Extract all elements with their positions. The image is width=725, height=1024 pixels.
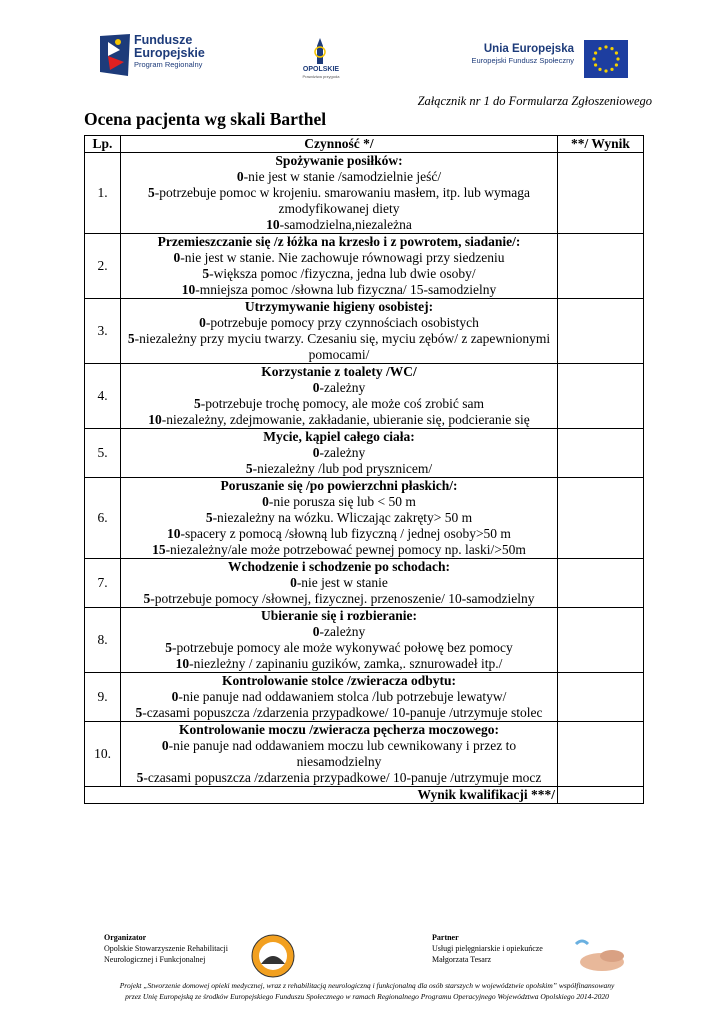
summary-label: Wynik kwalifikacji ***/ bbox=[121, 787, 558, 804]
score-description: -nie panuje nad oddawaniem stolca /lub potrzebuje lewatyw/ bbox=[178, 689, 507, 704]
score-value: 5 bbox=[202, 266, 210, 281]
score-description: -potrzebuje pomoc w krojeniu. smarowaniu masłem, itp. lub wymaga zmodyfikowanej diety bbox=[154, 185, 531, 216]
summary-result-cell[interactable] bbox=[558, 787, 644, 804]
table-row bbox=[85, 429, 644, 478]
barthel-table bbox=[84, 135, 644, 804]
activity-heading: Utrzymywanie higieny osobistej: bbox=[244, 299, 434, 314]
organizer-line-1: Opolskie Stowarzyszenie Rehabilitacji bbox=[104, 944, 228, 953]
table-row bbox=[85, 234, 644, 299]
score-description: -czasami popuszcza /zdarzenia przypadkowe/ 10-panuje /utrzymuje mocz bbox=[143, 770, 542, 785]
row-number: 9. bbox=[85, 673, 121, 722]
score-value: 10 bbox=[175, 656, 190, 671]
footer bbox=[104, 932, 644, 972]
score-value: 5 bbox=[136, 770, 144, 785]
score-description: -nie panuje nad oddawaniem moczu lub cewnikowany i przez to niesamodzielny bbox=[168, 738, 517, 769]
fe-flag-icon bbox=[98, 32, 132, 78]
row-number: 3. bbox=[85, 299, 121, 364]
score-value: 0 bbox=[312, 624, 320, 639]
project-note bbox=[78, 980, 656, 1002]
table-row bbox=[85, 364, 644, 429]
header-result: **/ Wynik bbox=[558, 136, 644, 153]
score-option bbox=[123, 266, 555, 282]
row-number: 7. bbox=[85, 559, 121, 608]
score-option bbox=[123, 445, 555, 461]
table-row bbox=[85, 608, 644, 673]
opolskie-subtitle: Prawdziwa przygoda bbox=[302, 74, 340, 79]
ue-line-2: Europejski Fundusz Społeczny bbox=[471, 56, 574, 65]
row-number: 4. bbox=[85, 364, 121, 429]
score-description: -nie jest w stanie bbox=[296, 575, 388, 590]
annex-label: Załącznik nr 1 do Formularza Zgłoszeniowego bbox=[417, 94, 652, 108]
score-value: 5 bbox=[245, 461, 253, 476]
score-value: 5 bbox=[193, 396, 201, 411]
score-description: -spacery z pomocą /słowną lub fizyczną / jednej osoby>50 m bbox=[180, 526, 511, 541]
score-option bbox=[123, 396, 555, 412]
row-number: 2. bbox=[85, 234, 121, 299]
organizer-block bbox=[104, 932, 254, 965]
score-option bbox=[123, 526, 555, 542]
row-number: 1. bbox=[85, 153, 121, 234]
score-value: 10 bbox=[181, 282, 196, 297]
activity-cell bbox=[121, 478, 558, 559]
score-description: -większa pomoc /fizyczna, jedna lub dwie osoby/ bbox=[209, 266, 476, 281]
activity-cell bbox=[121, 153, 558, 234]
activity-cell bbox=[121, 673, 558, 722]
result-cell[interactable] bbox=[558, 559, 644, 608]
score-value: 5 bbox=[147, 185, 155, 200]
score-description: -nie jest w stanie. Nie zachowuje równowagi przy siedzeniu bbox=[180, 250, 505, 265]
score-option bbox=[123, 217, 555, 233]
score-value: 0 bbox=[171, 689, 179, 704]
score-value: 0 bbox=[290, 575, 297, 590]
score-value: 0 bbox=[312, 445, 320, 460]
row-number: 10. bbox=[85, 722, 121, 787]
score-option bbox=[123, 510, 555, 526]
page-title: Ocena pacjenta wg skali Barthel bbox=[84, 109, 327, 129]
score-value: 15 bbox=[152, 542, 166, 557]
score-option bbox=[123, 624, 555, 640]
score-description: -niezależny/ale może potrzebować pewnej pomocy np. laski/>50m bbox=[165, 542, 526, 557]
activity-cell bbox=[121, 608, 558, 673]
score-option bbox=[123, 542, 555, 558]
partner-block bbox=[432, 932, 572, 965]
activity-cell bbox=[121, 429, 558, 478]
opolskie-tower-icon bbox=[309, 38, 331, 66]
table-row bbox=[85, 478, 644, 559]
score-option bbox=[123, 656, 555, 672]
result-cell[interactable] bbox=[558, 608, 644, 673]
organizer-seal-icon bbox=[251, 934, 295, 978]
score-option bbox=[123, 185, 555, 217]
score-description: -niezależny przy myciu twarzy. Czesaniu się, myciu zębów/ z zapewnionymi pomocami/ bbox=[134, 331, 551, 362]
result-cell[interactable] bbox=[558, 153, 644, 234]
score-description: -potrzebuje pomocy ale może wykonywać połowę bez pomocy bbox=[171, 640, 513, 655]
score-description: -samodzielna,niezależna bbox=[279, 217, 412, 232]
partner-line-1: Usługi pielęgniarskie i opiekuńcze bbox=[432, 944, 543, 953]
ue-line-1: Unia Europejska bbox=[483, 43, 574, 55]
score-description: -nie jest w stanie /samodzielnie jeść/ bbox=[243, 169, 442, 184]
score-value: 10 bbox=[148, 412, 162, 427]
score-value: 5 bbox=[143, 591, 151, 606]
activity-cell bbox=[121, 299, 558, 364]
partner-line-2: Małgorzata Tesarz bbox=[432, 955, 492, 964]
score-option bbox=[123, 494, 555, 510]
activity-cell bbox=[121, 722, 558, 787]
project-line-2: przez Unię Europejską ze środków Europejskiego Funduszu Społecznego w ramach Regionalnego Programu Operacyjnego Województwa Opolskiego 2014-2020 bbox=[125, 992, 609, 1001]
activity-heading: Ubieranie się i rozbieranie: bbox=[260, 608, 418, 623]
score-description: -potrzebuje pomocy przy czynnościach osobistych bbox=[205, 315, 479, 330]
activity-cell bbox=[121, 364, 558, 429]
opolskie-logo bbox=[296, 38, 344, 82]
activity-heading: Wchodzenie i schodzenie po schodach: bbox=[227, 559, 450, 574]
table-row bbox=[85, 722, 644, 787]
score-option bbox=[123, 315, 555, 331]
result-cell[interactable] bbox=[558, 429, 644, 478]
row-number: 8. bbox=[85, 608, 121, 673]
activity-heading: Korzystanie z toalety /WC/ bbox=[261, 364, 417, 379]
activity-heading: Kontrolowanie stolce /zwieracza odbytu: bbox=[221, 673, 457, 688]
result-cell[interactable] bbox=[558, 478, 644, 559]
score-description: -niezależny, zdejmowanie, zakładanie, ubieranie się, podcieranie się bbox=[161, 412, 530, 427]
score-value: 0 bbox=[199, 315, 206, 330]
score-option bbox=[123, 738, 555, 770]
row-number: 5. bbox=[85, 429, 121, 478]
organizer-line-2: Neurologicznej i Funkcjonalnej bbox=[104, 955, 206, 964]
fe-line-1: Fundusze bbox=[134, 33, 193, 47]
activity-heading: Mycie, kąpiel całego ciała: bbox=[263, 429, 415, 444]
score-option bbox=[123, 331, 555, 363]
header-activity: Czynność */ bbox=[121, 136, 558, 153]
table-row bbox=[85, 559, 644, 608]
table-row bbox=[85, 153, 644, 234]
score-description: -zależny bbox=[319, 445, 366, 460]
project-line-1: Projekt „Stworzenie domowej opieki medycznej, wraz z rehabilitacją neurologiczną i funkcjonalną dla osób starszych w województwie opolskim” współfinansowany bbox=[119, 981, 615, 990]
organizer-label: Organizator bbox=[104, 933, 147, 942]
score-option bbox=[123, 282, 555, 298]
table-row bbox=[85, 299, 644, 364]
activity-heading: Poruszanie się /po powierzchni płaskich/: bbox=[220, 478, 458, 493]
score-value: 0 bbox=[262, 494, 269, 509]
activity-cell bbox=[121, 559, 558, 608]
result-cell[interactable] bbox=[558, 673, 644, 722]
score-description: -potrzebuje pomocy /słownej, fizycznej. przenoszenie/ 10-samodzielny bbox=[150, 591, 535, 606]
score-option bbox=[123, 169, 555, 185]
score-value: 0 bbox=[236, 169, 244, 184]
result-cell[interactable] bbox=[558, 299, 644, 364]
result-cell[interactable] bbox=[558, 234, 644, 299]
score-description: -zależny bbox=[319, 624, 366, 639]
result-cell[interactable] bbox=[558, 722, 644, 787]
table-row bbox=[85, 673, 644, 722]
score-description: -zależny bbox=[319, 380, 366, 395]
header-lp: Lp. bbox=[85, 136, 121, 153]
score-value: 10 bbox=[266, 217, 280, 232]
fe-line-3: Program Regionalny bbox=[134, 60, 203, 69]
score-option bbox=[123, 380, 555, 396]
fe-line-2: Europejskie bbox=[134, 46, 205, 60]
score-value: 0 bbox=[312, 380, 320, 395]
result-cell[interactable] bbox=[558, 364, 644, 429]
score-value: 5 bbox=[165, 640, 172, 655]
score-option bbox=[123, 689, 555, 705]
score-option bbox=[123, 705, 555, 721]
score-description: -niezależny na wózku. Wliczając zakręty> 50 m bbox=[212, 510, 473, 525]
activity-cell bbox=[121, 234, 558, 299]
header-logos bbox=[0, 0, 725, 100]
row-number: 6. bbox=[85, 478, 121, 559]
score-option bbox=[123, 412, 555, 428]
partner-hands-icon bbox=[572, 936, 632, 976]
score-option bbox=[123, 591, 555, 607]
score-description: -potrzebuje trochę pomocy, ale może coś zrobić sam bbox=[200, 396, 484, 411]
score-option bbox=[123, 461, 555, 477]
table-header-row bbox=[85, 136, 644, 153]
score-value: 5 bbox=[127, 331, 135, 346]
eu-flag-icon bbox=[584, 40, 628, 78]
score-value: 5 bbox=[135, 705, 143, 720]
score-description: -nie porusza się lub < 50 m bbox=[268, 494, 416, 509]
score-option bbox=[123, 575, 555, 591]
score-option bbox=[123, 250, 555, 266]
score-value: 10 bbox=[167, 526, 181, 541]
score-description: -niezależny /lub pod prysznicem/ bbox=[252, 461, 433, 476]
activity-heading: Przemieszczanie się /z łóżka na krzesło i z powrotem, siadanie/: bbox=[157, 234, 521, 249]
fundusze-europejskie-logo bbox=[98, 32, 238, 82]
score-description: -niezleżny / zapinaniu guzików, zamka,. sznurowadeł itp./ bbox=[189, 656, 503, 671]
opolskie-label: OPOLSKIE bbox=[302, 66, 340, 73]
partner-label: Partner bbox=[432, 933, 459, 942]
activity-heading: Kontrolowanie moczu /zwieracza pęcherza moczowego: bbox=[179, 722, 499, 737]
score-description: -czasami popuszcza /zdarzenia przypadkowe/ 10-panuje /utrzymuje stolec bbox=[142, 705, 543, 720]
score-value: 0 bbox=[173, 250, 181, 265]
score-description: -mniejsza pomoc /słowna lub fizyczna/ 15-samodzielny bbox=[195, 282, 497, 297]
summary-row bbox=[85, 787, 644, 804]
score-value: 0 bbox=[161, 738, 169, 753]
score-value: 5 bbox=[205, 510, 213, 525]
score-option bbox=[123, 770, 555, 786]
score-option bbox=[123, 640, 555, 656]
activity-heading: Spożywanie posiłków: bbox=[275, 153, 403, 168]
unia-europejska-logo bbox=[444, 38, 634, 82]
